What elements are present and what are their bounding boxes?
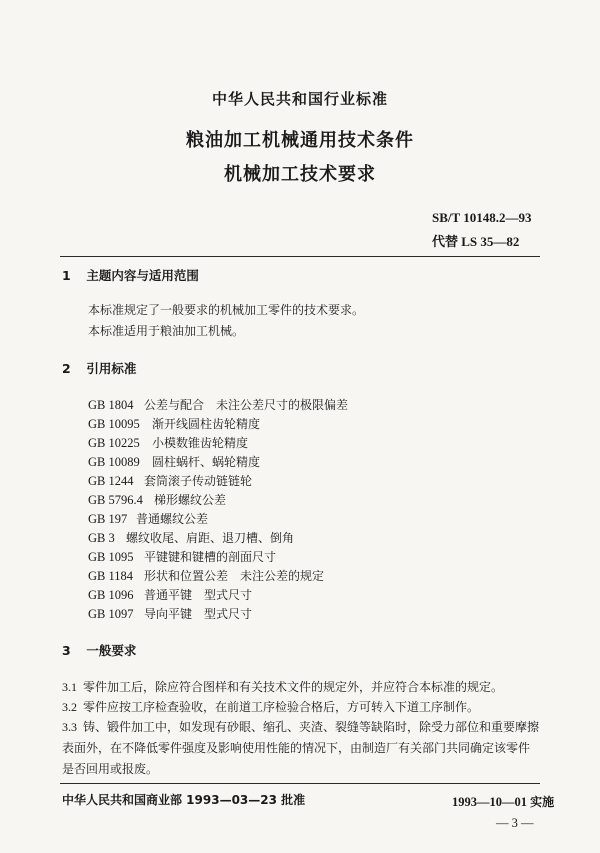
reference-code: GB 197 <box>88 512 128 526</box>
reference-title: 普通螺纹公差 <box>136 512 209 526</box>
reference-title: 形状和位置公差 未注公差的规定 <box>144 569 325 583</box>
reference-code: GB 1095 <box>88 550 134 564</box>
top-divider <box>60 256 540 257</box>
reference-item <box>88 472 252 489</box>
reference-code: GB 3 <box>88 531 115 545</box>
clause-3-3 <box>62 717 540 780</box>
section-title: 引用标准 <box>86 361 137 376</box>
reference-title: 圆柱蜗杆、蜗轮精度 <box>152 455 261 469</box>
reference-title: 平键键和键槽的剖面尺寸 <box>144 550 277 564</box>
reference-item <box>88 453 260 470</box>
clause-number: 3.2 <box>62 700 77 714</box>
document-title: 粮油加工机械通用技术条件 <box>186 130 414 151</box>
implementation-label: 实施 <box>530 795 555 809</box>
reference-item <box>88 434 248 451</box>
reference-code: GB 10095 <box>88 417 140 431</box>
clause-3-1 <box>62 677 540 698</box>
reference-item <box>88 510 208 527</box>
reference-item <box>88 415 260 432</box>
standard-type-heading: 中华人民共和国行业标准 <box>211 90 388 108</box>
reference-code: GB 1244 <box>88 474 134 488</box>
bottom-divider <box>60 783 540 784</box>
reference-code: GB 5796.4 <box>88 493 143 507</box>
reference-title: 螺纹收尾、肩距、退刀槽、倒角 <box>126 531 295 545</box>
replaces-code: 代替 LS 35—82 <box>432 234 520 249</box>
reference-title: 普通平键 型式尺寸 <box>144 588 253 602</box>
section-2-heading <box>62 359 136 377</box>
reference-title: 小模数锥齿轮精度 <box>152 436 249 450</box>
reference-title: 公差与配合 未注公差尺寸的极限偏差 <box>144 398 349 412</box>
reference-item <box>88 529 294 546</box>
clause-text: 铸、锻件加工中，如发现有砂眼、缩孔、夹渣、裂缝等缺陷时，除受力部位和重要摩擦表面外，在不降低零件强度及影响使用性能的情况下，由制造厂有关部门共同确定该零件是否回用或报废。 <box>62 720 540 776</box>
section-3-heading <box>62 641 136 659</box>
reference-item <box>88 567 324 584</box>
reference-code: GB 1096 <box>88 588 134 602</box>
standard-code: SB/T 10148.2—93 <box>432 210 532 225</box>
section-1-paragraph: 本标准规定了一般要求的机械加工零件的技术要求。 <box>88 303 365 317</box>
reference-title: 导向平键 型式尺寸 <box>144 607 253 621</box>
section-number: 3 <box>62 643 71 658</box>
section-title: 主题内容与适用范围 <box>86 268 199 283</box>
reference-title: 梯形螺纹公差 <box>154 493 227 507</box>
clause-number: 3.3 <box>62 720 77 734</box>
implementation-line <box>452 793 554 810</box>
clause-3-2 <box>62 697 540 718</box>
page-number: — 3 — <box>496 816 534 830</box>
reference-item <box>88 586 252 603</box>
section-1-paragraph: 本标准适用于粮油加工机械。 <box>88 324 245 338</box>
reference-title: 渐开线圆柱齿轮精度 <box>152 417 261 431</box>
approval-line: 中华人民共和国商业部 1993—03—23 批准 <box>62 793 306 807</box>
reference-item <box>88 548 276 565</box>
reference-code: GB 1097 <box>88 607 134 621</box>
reference-title: 套筒滚子传动链链轮 <box>144 474 253 488</box>
reference-code: GB 1184 <box>88 569 134 583</box>
reference-code: GB 1804 <box>88 398 134 412</box>
reference-item <box>88 491 226 508</box>
document-subtitle: 机械加工技术要求 <box>224 164 376 185</box>
section-title: 一般要求 <box>86 643 137 658</box>
clause-text: 零件应按工序检查验收，在前道工序检验合格后，方可转入下道工序制作。 <box>83 700 480 714</box>
reference-code: GB 10089 <box>88 455 140 469</box>
clause-text: 零件加工后，除应符合图样和有关技术文件的规定外，并应符合本标准的规定。 <box>83 680 504 694</box>
implementation-date: 1993—10—01 <box>452 795 527 809</box>
section-number: 2 <box>62 361 71 376</box>
reference-item <box>88 605 252 622</box>
clause-number: 3.1 <box>62 680 77 694</box>
reference-item <box>88 396 348 413</box>
section-1-heading <box>62 266 199 284</box>
reference-code: GB 10225 <box>88 436 140 450</box>
section-number: 1 <box>62 268 71 283</box>
